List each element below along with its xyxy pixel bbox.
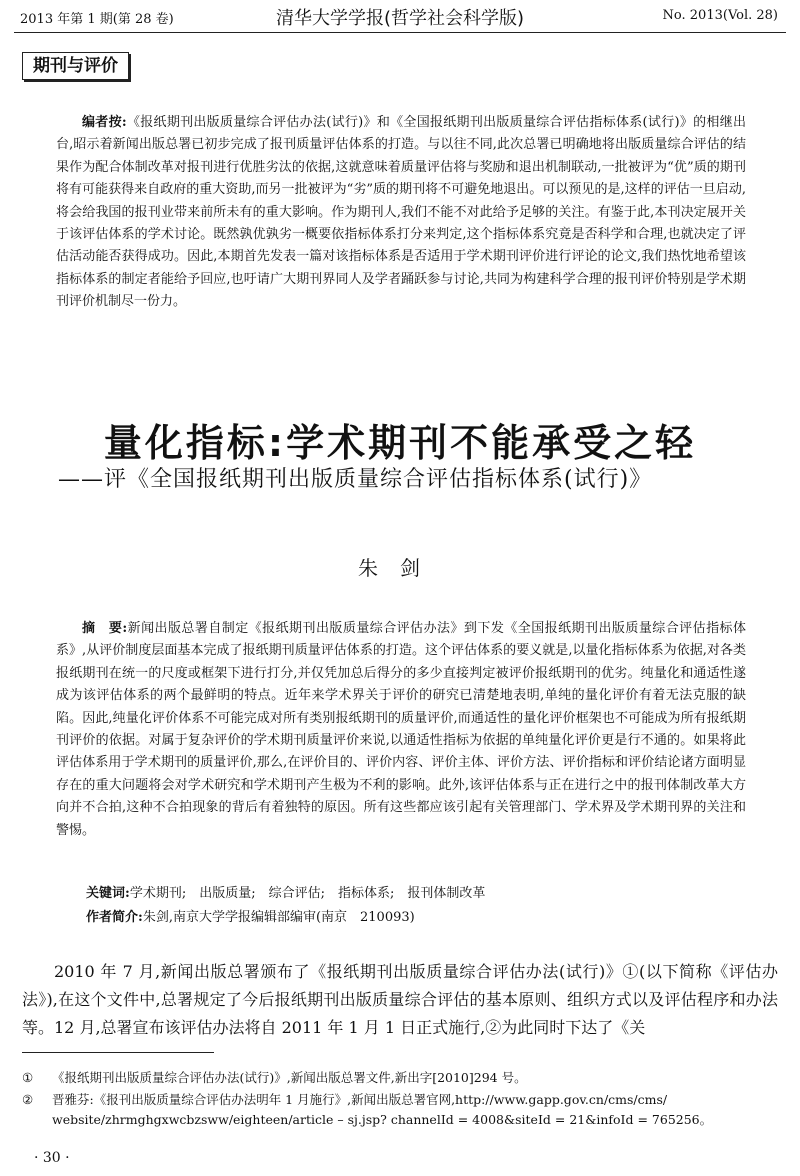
author-bio	[86, 906, 415, 925]
footnote-2-text: 晋雅芬:《报刊出版质量综合评估办法明年 1 月施行》,新闻出版总署官网,http://www.gapp.gov.cn/cms/cms/	[52, 1092, 668, 1107]
footnote-1-mark: ①	[22, 1070, 34, 1085]
footnote-2-mark: ②	[22, 1092, 34, 1107]
author-name: 朱剑	[358, 556, 442, 580]
running-header-journal: 清华大学学报(哲学社会科学版)	[275, 8, 525, 29]
author-bio-label: 作者简介:	[86, 910, 143, 925]
editor-note-text: 《报纸期刊出版质量综合评估办法(试行)》和《全国报纸期刊出版质量综合评估指标体系(试行)》的相继出台,昭示着新闻出版总署已初步完成了报刊质量评估体系的打造。与以往不同,此次总署已明确地将出版质量综合评估的结果作为配合体制改革对报刊进行优胜劣汰的依据,这就意味着质量评估将与奖励和退出机制联动,一批被评为“优”质的期刊将有可能获得来自政府的重大资助,而另一批被评为“劣”质的期刊将不可避免地退出。可以预见的是,这样的评估一旦启动,将会给我国的报刊业带来前所未有的重大影响。作为期刊人,我们不能不对此给予足够的关注。有鉴于此,本刊决定展开关于该评估体系的学术讨论。既然孰优孰劣一概要依指标体系打分来判定,这个指标体系究竟是否科学和合理,也就决定了评估活动能否获得成功。因此,本期首先发表一篇对该指标体系是否适用于学术期刊评价进行评论的论文,我们热忱地希望该指标体系的制定者能给予回应,也吁请广大期刊界同人及学者踊跃参与讨论,共同为构建科学合理的报刊评价特别是学术期刊评价机制尽一份力。	[56, 115, 746, 310]
author-bio-text: 朱剑,南京大学学报编辑部编审(南京 210093)	[142, 910, 415, 925]
footnote-1	[22, 1068, 782, 1088]
footnote-rule	[22, 1052, 214, 1053]
editor-note	[56, 112, 746, 314]
abstract	[56, 618, 746, 842]
running-header-volume: No. 2013(Vol. 28)	[662, 8, 778, 23]
keywords-text: 学术期刊; 出版质量; 综合评估; 指标体系; 报刊体制改革	[129, 886, 486, 901]
article-subtitle: ——评《全国报纸期刊出版质量综合评估指标体系(试行)》	[58, 467, 653, 492]
abstract-label: 摘 要:	[82, 621, 128, 636]
keywords	[86, 882, 485, 901]
body-paragraph: 2010 年 7 月,新闻出版总署颁布了《报纸期刊出版质量综合评估办法(试行)》①(以下简称《评估办法》),在这个文件中,总署规定了今后报纸期刊出版质量综合评估的基本原则、组织方式以及评估程序和办法等。12 月,总署宣布该评估办法将自 2011 年 1 月 1 日正式施行,②为此同时下达了《关	[22, 962, 778, 1037]
editor-note-label: 编者按:	[82, 115, 127, 130]
footnote-1-text: 《报纸期刊出版质量综合评估办法(试行)》,新闻出版总署文件,新出字[2010]294 号。	[52, 1070, 527, 1085]
article-title: 量化指标:学术期刊不能承受之轻	[103, 421, 697, 465]
header-rule	[14, 32, 786, 33]
keywords-label: 关键词:	[86, 886, 130, 901]
abstract-text: 新闻出版总署自制定《报纸期刊出版质量综合评估办法》到下发《全国报纸期刊出版质量综合评估指标体系》,从评价制度层面基本完成了报纸期刊质量评估体系的打造。这个评估体系的要义就是,以量化指标体系为依据,对各类报纸期刊在统一的尺度或框架下进行打分,并仅凭加总后得分的多少直接判定被评价报纸期刊的优劣。纯量化和通适性遂成为该评估体系的两个最鲜明的特点。近年来学术界关于评价的研究已清楚地表明,单纯的量化评价有着无法克服的缺陷。因此,纯量化评价体系不可能完成对所有类别报纸期刊的质量评价,而通适性的量化评价框架也不可能成为所有报纸期刊评价的依据。对属于复杂评价的学术期刊质量评价来说,以通适性指标为依据的单纯量化评价更是行不通的。如果将此评估体系用于学术期刊的质量评价,那么,在评价目的、评价内容、评价主体、评价方法、评价指标和评价结论诸方面明显存在的重大问题将会对学术研究和学术期刊产生极为不利的影响。此外,该评估体系与正在进行之中的报刊体制改革大方向并不合拍,这种不合拍现象的背后有着独特的原因。所有这些都应该引起有关管理部门、学术界及学术期刊界的关注和警惕。	[56, 621, 746, 838]
footnote-2	[22, 1090, 782, 1130]
running-header-issue: 2013 年第 1 期(第 28 卷)	[20, 12, 174, 27]
footnote-2-url-continuation: website/zhrmghgxwcbzsww/eighteen/article – sj.jsp? channelId = 4008&siteId = 21&infoId = 765256。	[52, 1112, 713, 1127]
section-label: 期刊与评价	[22, 52, 129, 80]
page-number: · 30 ·	[34, 1150, 70, 1166]
